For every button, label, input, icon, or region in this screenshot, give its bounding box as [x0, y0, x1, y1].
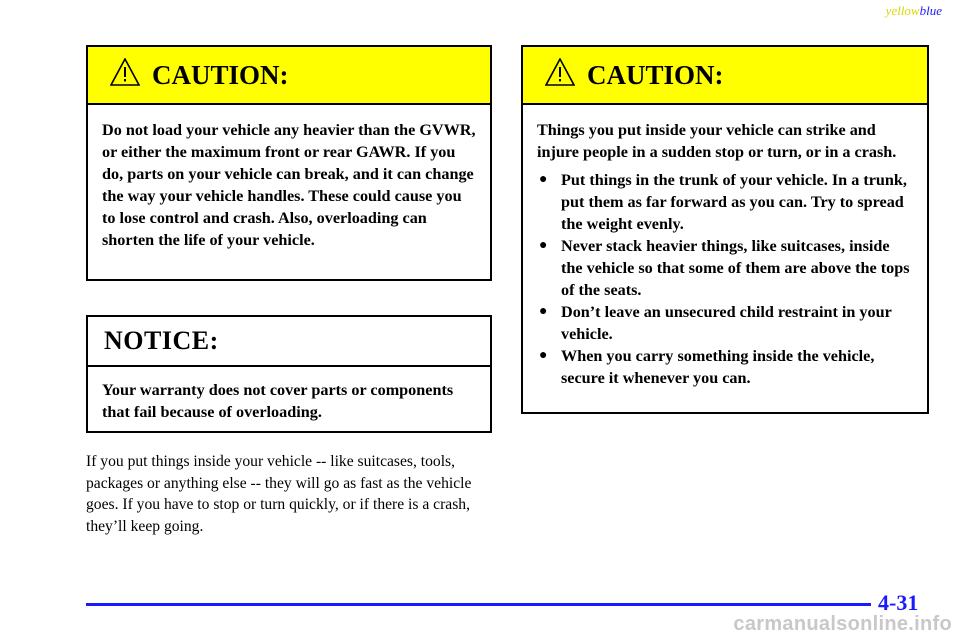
print-color-tag: [886, 3, 942, 19]
notice-title: NOTICE:: [104, 326, 219, 355]
caution-header: [523, 47, 927, 105]
caution-box-right: [521, 45, 929, 414]
bullet-list: [537, 169, 913, 389]
page-number: 4-31: [878, 590, 919, 615]
list-item-text: When you carry something inside the vehicle, secure it whenever you can.: [561, 347, 875, 387]
watermark: carmanualsonline.info: [733, 613, 952, 635]
caution-header: [88, 47, 490, 105]
color-tag-yellow: yellow: [885, 3, 920, 18]
warning-triangle-icon: [110, 58, 140, 86]
caution-title: CAUTION:: [587, 59, 724, 90]
list-item-text: Never stack heavier things, like suitcases, inside the vehicle so that some of them are above the tops of the seats.: [561, 237, 910, 299]
bullet-dot-icon: ●: [539, 348, 548, 363]
list-item: [537, 345, 913, 389]
caution-title: CAUTION:: [152, 59, 289, 90]
list-item-text: Put things in the trunk of your vehicle. In a trunk, put them as far forward as you can. Try to spread the weight evenly.: [561, 171, 907, 233]
caution-body: [523, 105, 927, 389]
notice-header: [88, 317, 490, 367]
color-tag-blue: blue: [919, 3, 942, 18]
notice-box: [86, 315, 492, 433]
list-item-text: Don’t leave an unsecured child restraint in your vehicle.: [561, 303, 892, 343]
notice-body: Your warranty does not cover parts or components that fail because of overloading.: [102, 381, 454, 421]
list-item: [537, 301, 913, 345]
list-item: [537, 169, 913, 235]
footer-rule: [86, 603, 871, 606]
caution-box-left: [86, 45, 492, 281]
caution-body: Do not load your vehicle any heavier than the GVWR, or either the maximum front or rear GAWR. If you do, parts on your vehicle can break, and it can change the way your vehicle handles. These could cause you to lose control and crash. Also, overloading can shorten the life of your vehicle.: [102, 121, 476, 249]
body-paragraph: If you put things inside your vehicle -- like suitcases, tools, packages or anything else -- they will go as fast as the vehicle goes. If you have to stop or turn quickly, or if there is a crash, they’ll keep going.: [86, 453, 472, 535]
bullet-dot-icon: ●: [539, 238, 548, 253]
caution-intro: Things you put inside your vehicle can strike and injure people in a sudden stop or turn, or in a crash.: [537, 121, 897, 161]
warning-triangle-icon: [545, 58, 575, 86]
bullet-dot-icon: ●: [539, 172, 548, 187]
list-item: [537, 235, 913, 301]
bullet-dot-icon: ●: [539, 304, 548, 319]
